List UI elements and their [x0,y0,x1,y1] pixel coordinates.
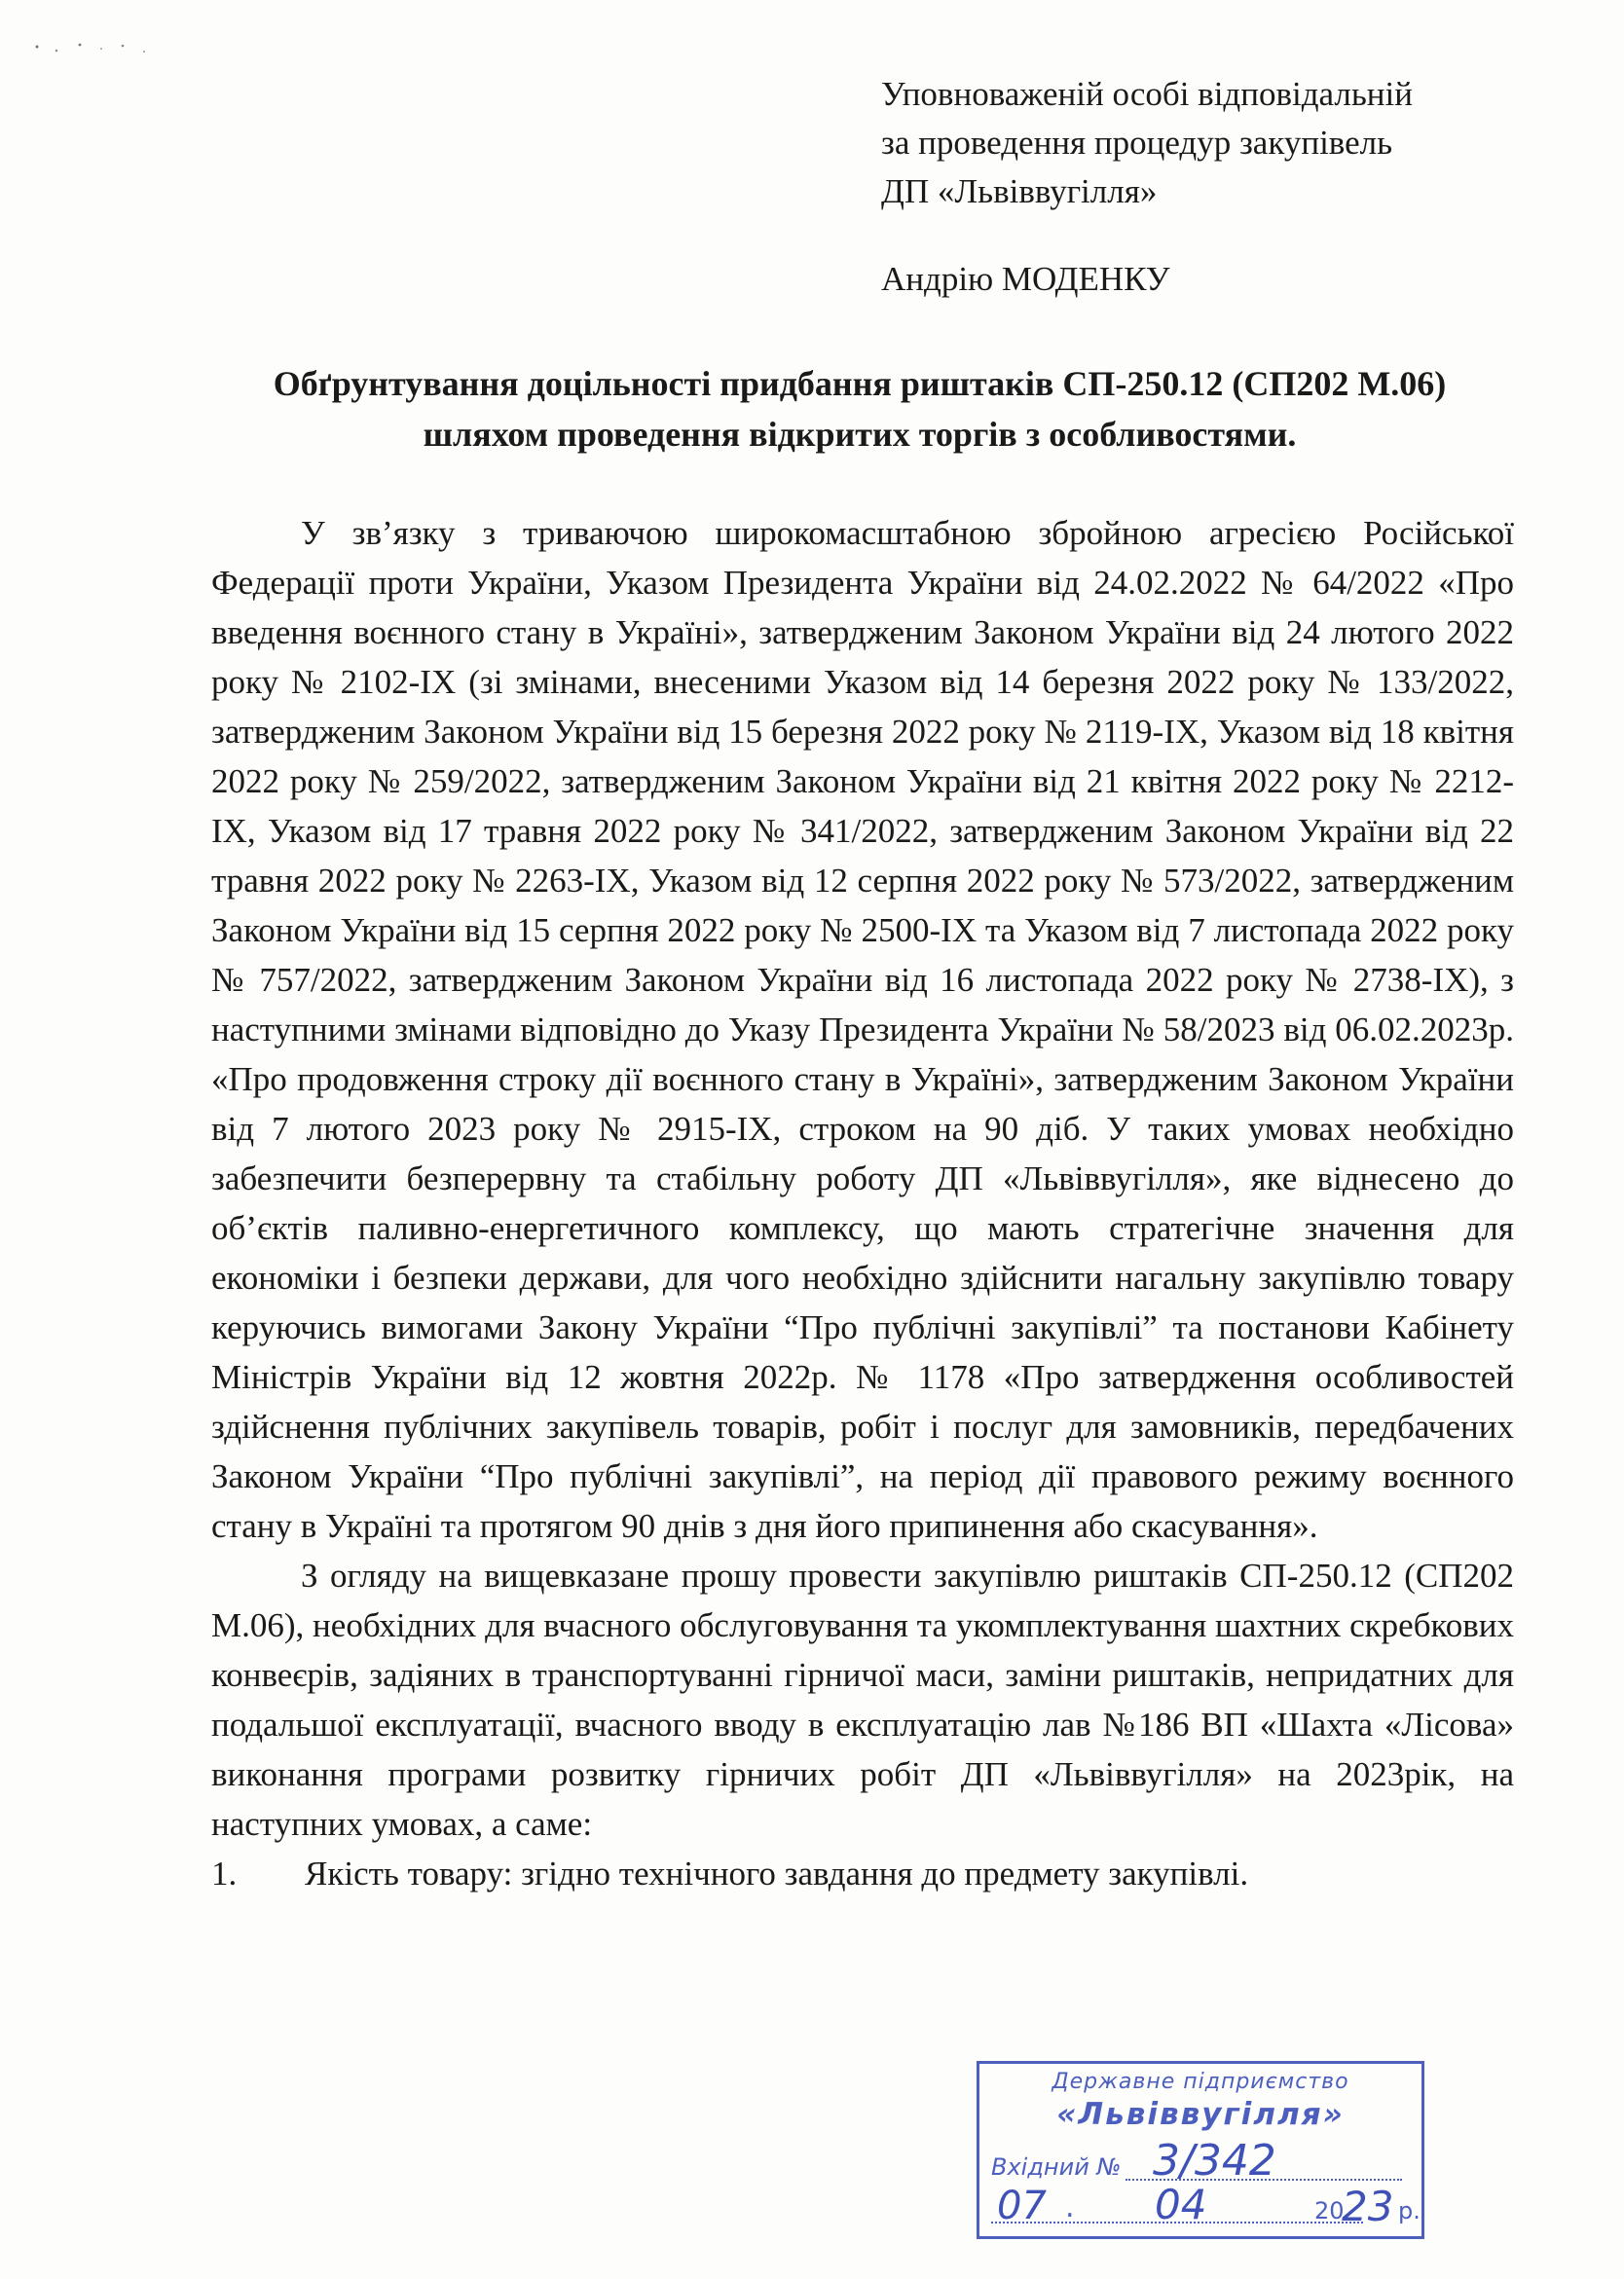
addressee-line-1: Уповноваженій особі відповідальній [881,75,1413,113]
stamp-year-suffix: р. [1398,2197,1421,2224]
stamp-company-name: «Львіввугілля» [1056,2097,1345,2132]
addressee-line-2: за проведення процедур закупівель [881,124,1393,162]
body-paragraph-2: З огляду на вищевказане прошу провести закупівлю риштаків СП-250.12 (СП202 М.06), необхідних для вчасного обслуговування та укомплектування шахтних скребкових конвеєрів, задіяних в транспортуванні гірничої маси, заміни риштаків, непридатних для подальшої експлуатації, вчасного вводу в експлуатацію лав №186 ВП «Шахта «Лісова» виконання програми розвитку гірничих робіт ДП «Львіввугілля» на 2023рік, на наступних умовах, а саме: [211,1557,1514,1843]
stamp-organization: Державне підприємство [1052,2070,1349,2094]
stamp-incoming-label: Вхідний № [991,2153,1122,2181]
list-item-number: 1. [211,1855,238,1893]
stamp-incoming-number: 3/342 [1153,2136,1276,2186]
addressee-line-3: ДП «Львіввугілля» [881,172,1158,210]
addressee-block [881,70,1413,304]
stamp-year-prefix: 20 [1314,2197,1345,2224]
addressee-name: Андрію МОДЕНКУ [881,260,1170,298]
stamp-year-handwritten: 23 [1342,2183,1394,2230]
body-paragraph-1: У зв’язку з триваючою широкомасштабною збройною агресією Російської Федерації проти України, Указом Президента України від 24.02.2022 № 64/2022 «Про введення воєнного стану в Україні», затвердженим Законом України від 24 лютого 2022 року № 2102-IX (зі змінами, внесеними Указом від 14 березня 2022 року № 133/2022, затвердженим Законом України від 15 березня 2022 року № 2119-IX, Указом від 18 квітня 2022 року № 259/2022, затвердженим Законом України від 21 квітня 2022 року № 2212-IX, Указом від 17 травня 2022 року № 341/2022, затвердженим Законом України від 22 травня 2022 року № 2263-IX, Указом від 12 серпня 2022 року № 573/2022, затвердженим Законом України від 15 серпня 2022 року № 2500-IX та Указом від 7 листопада 2022 року № 757/2022, затвердженим Законом України від 16 листопада 2022 року № 2738-IX), з наступними змінами відповідно до Указу Президента України № 58/2023 від 06.02.2023р. «Про продовження строку дії воєнного стану в Україні», затвердженим Законом України від 7 лютого 2023 року № 2915-IX, строком на 90 діб. У таких умовах необхідно забезпечити безперервну та стабільну роботу ДП «Львіввугілля», яке віднесено до об’єктів паливно-енергетичного комплексу, що мають стратегічне значення для економіки і безпеки держави, для чого необхідно здійснити нагальну закупівлю товару керуючись вимогами Закону України “Про публічні закупівлі” та постанови Кабінету Міністрів України від 12 жовтня 2022р. № 1178 «Про затвердження особливостей здійснення публічних закупівель товарів, робіт і послуг для замовників, передбачених Законом України “Про публічні закупівлі”, на період дії правового режиму воєнного стану в Україні та протягом 90 днів з дня його припинення або скасування». [211,514,1514,1545]
title-line-2: шляхом проведення відкритих торгів з особливостями. [423,415,1297,454]
document-body [211,508,1514,1898]
list-item-text: Якість товару: згідно технічного завдання до предмету закупівлі. [305,1855,1249,1893]
scan-artifact [29,37,166,58]
registration-stamp [977,2061,1424,2239]
document-title [195,358,1525,459]
list-item [211,1849,1514,1898]
title-line-1: Обґрунтування доцільності придбання риштаків СП-250.12 (СП202 М.06) [273,364,1447,403]
stamp-month: 04 [1155,2181,1207,2228]
stamp-date-separator: . [1065,2190,1075,2224]
stamp-day: 07 [997,2184,1047,2228]
